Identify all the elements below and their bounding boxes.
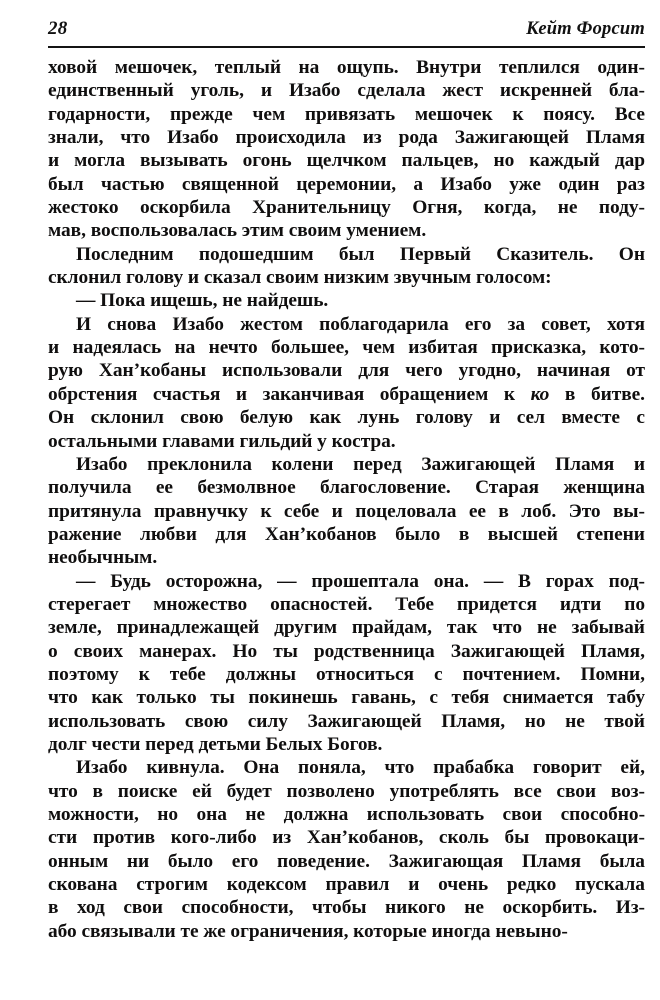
text-line: И снова Изабо жестом поблагодарила его за совет, хотя xyxy=(76,313,645,335)
page-number: 28 xyxy=(48,18,68,39)
paragraph xyxy=(48,453,645,570)
text-line: и могла вызывать огонь щелчком пальцев, но каждый дар xyxy=(48,150,645,172)
paragraph xyxy=(48,570,645,757)
text-line: что в поиске ей будет позволено употреблять все свои воз- xyxy=(48,780,645,802)
text-line: долг чести перед детьми Белых Богов. xyxy=(48,733,383,755)
text-line: Изабо кивнула. Она поняла, что прабабка говорит ей, xyxy=(76,757,645,779)
text-line: або связывали те же ограничения, которые иногда невыно- xyxy=(48,920,568,942)
text-line: притянула правнучку к себе и поцеловала ее в лоб. Это вы- xyxy=(48,500,645,522)
text-line: мав, воспользовалась этим своим умением. xyxy=(48,220,427,242)
text-line: использовать свою силу Зажигающей Пламя, но не твой xyxy=(48,710,645,732)
text-line: — Будь осторожна, — прошептала она. — В горах под- xyxy=(76,570,645,592)
text-line: склонил голову и сказал своим низким звучным голосом: xyxy=(48,267,552,289)
header-rule xyxy=(48,46,645,48)
text-line: годарности, прежде чем привязать мешочек к поясу. Все xyxy=(48,103,645,125)
text-line: жестоко оскорбила Хранительницу Огня, когда, не поду- xyxy=(48,197,645,219)
text-line: рую Хан’кобаны использовали для чего угодно, начиная от xyxy=(48,360,645,382)
text-line: стерегает множество опасностей. Тебе придется идти по xyxy=(48,593,645,615)
text-line: ховой мешочек, теплый на ощупь. Внутри теплился один- xyxy=(48,57,645,78)
paragraph xyxy=(48,313,645,453)
paragraph xyxy=(48,56,645,243)
author-running-title: Кейт Форсит xyxy=(526,19,645,39)
text-line: Он склонил свою белую как лунь голову и сел вместе с xyxy=(48,407,645,429)
text-line: необычным. xyxy=(48,547,158,569)
text-line: можности, но она не должна использовать свои способно- xyxy=(48,804,645,825)
text-line: онным ни было его поведение. Зажигающая Пламя была xyxy=(48,850,645,872)
text-line: скована строгим кодексом правил и очень редко пускала xyxy=(48,874,645,896)
text-line: единственный уголь, и Изабо сделала жест искренней бла- xyxy=(48,80,645,102)
text-line: ражение любви для Хан’кобанов было в высшей степени xyxy=(48,523,645,545)
text-line: был частью священной церемонии, а Изабо уже один раз xyxy=(48,173,645,195)
text-line: получила ее безмолвное благословение. Старая женщина xyxy=(48,477,645,499)
text-line: в ход свои способности, чтобы никого не оскорбить. Из- xyxy=(48,897,645,919)
text-line: знали, что Изабо происходила из рода Зажигающей Пламя xyxy=(48,127,645,149)
paragraph xyxy=(48,756,645,943)
text-line: Последним подошедшим был Первый Сказитель. Он xyxy=(76,243,645,265)
text-line: остальными главами гильдий у костра. xyxy=(48,430,396,452)
text-line: что как только ты покинешь гавань, с тебя снимается табу xyxy=(48,687,645,709)
body-text xyxy=(48,56,645,943)
text-line: Изабо преклонила колени перед Зажигающей Пламя и xyxy=(76,453,645,475)
text-line: — Пока ищешь, не найдешь. xyxy=(76,290,329,312)
text-line: обрстения счастья и заканчивая обращением к ко в битве. xyxy=(48,383,645,405)
text-line: поэтому к тебе должны относиться с почтением. Помни, xyxy=(48,663,645,685)
text-line: сти против кого-либо из Хан’кобанов, сколь бы провокаци- xyxy=(48,827,645,849)
text-line: о своих манерах. Но ты родственница Зажигающей Пламя, xyxy=(48,640,645,662)
text-line: земле, принадлежащей другим прайдам, так что не забывай xyxy=(48,617,645,639)
text-line: и надеялась на нечто большее, чем избитая присказка, кото- xyxy=(48,337,645,359)
running-head xyxy=(48,18,645,44)
paragraph xyxy=(48,289,645,312)
paragraph xyxy=(48,243,645,290)
